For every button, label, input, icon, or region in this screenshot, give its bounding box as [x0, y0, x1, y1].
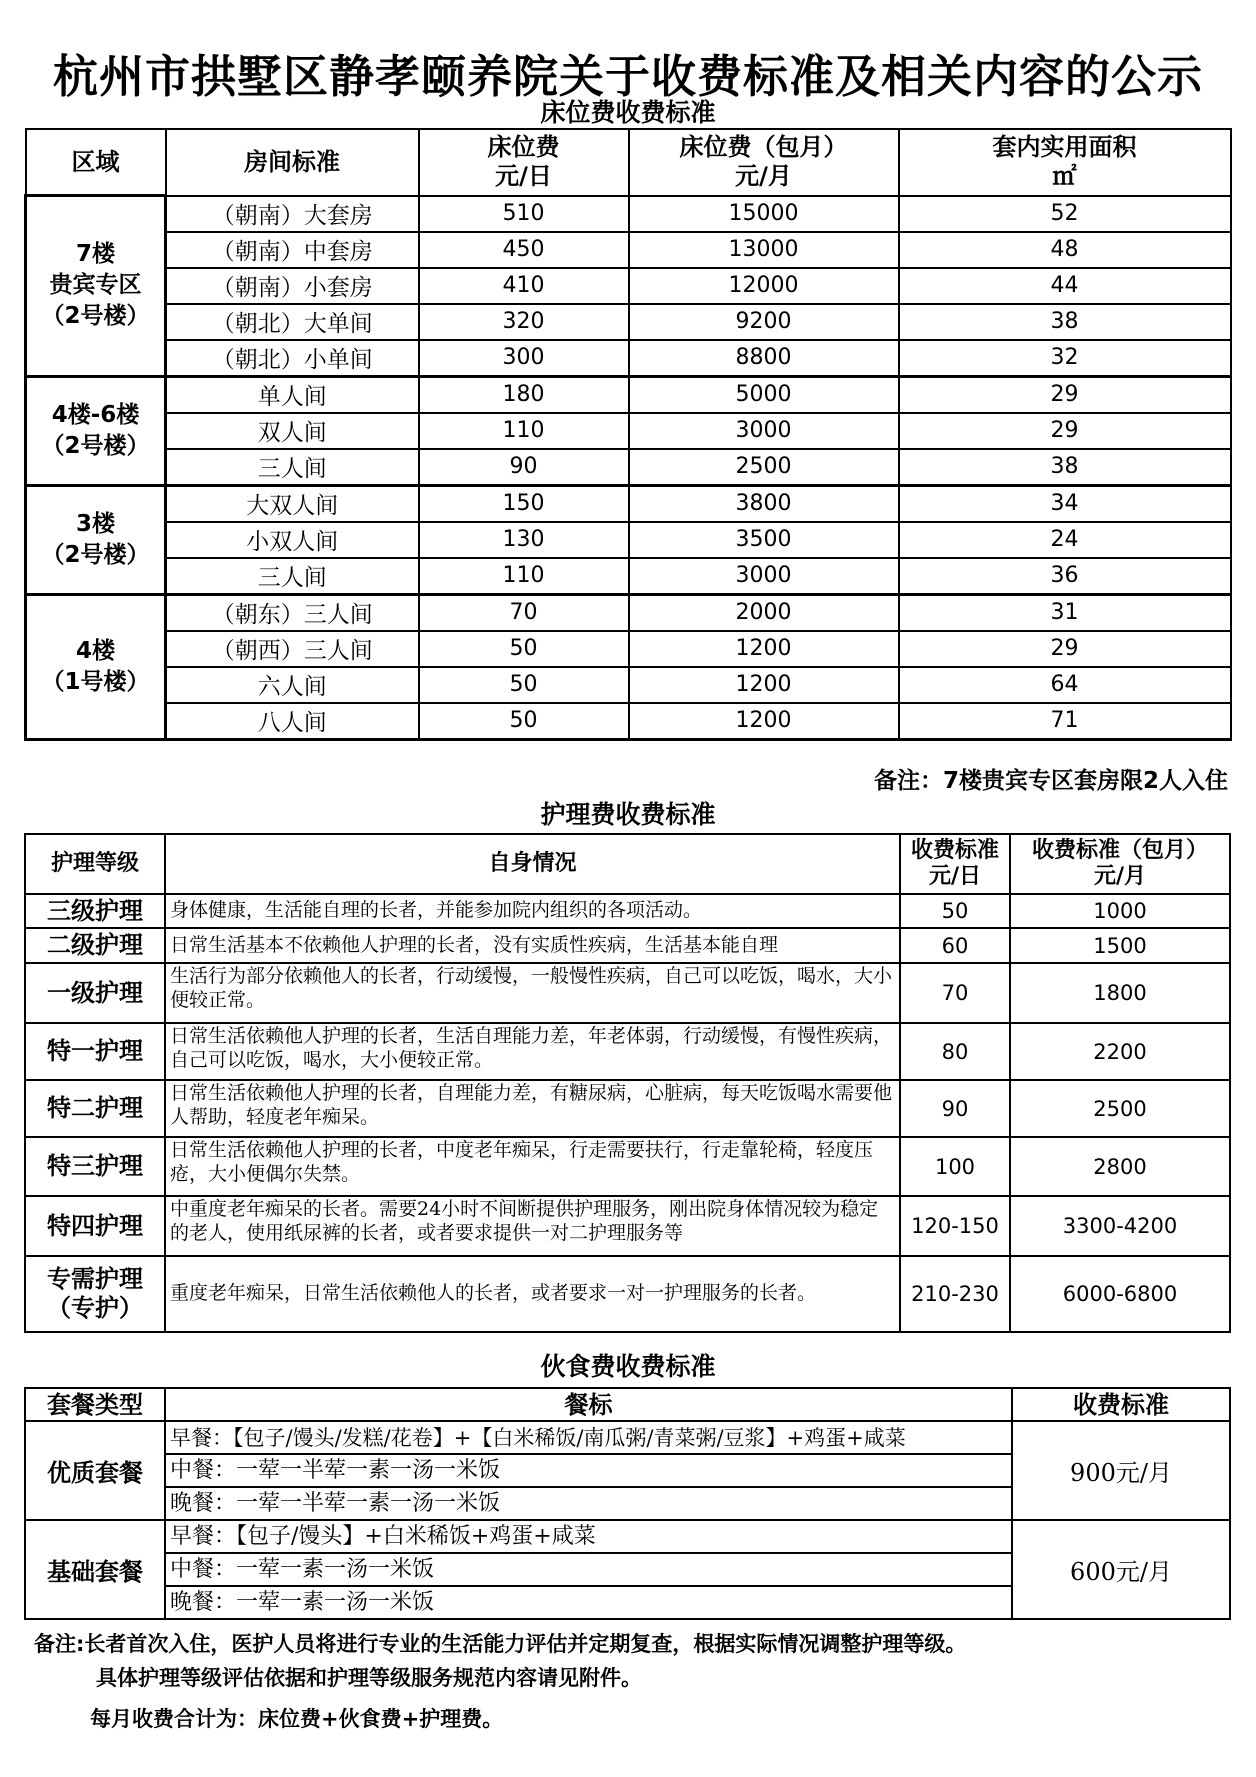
daily-cell: 320 [419, 304, 629, 340]
table-row [26, 268, 1231, 304]
room-cell: 双人间 [166, 413, 419, 449]
table-row [25, 1196, 1230, 1256]
monthly-cell: 15000 [629, 196, 899, 232]
monthly-cell: 3800 [629, 485, 899, 522]
table-row [26, 703, 1231, 740]
desc-cell: 日常生活基本不依赖他人护理的长者，没有实质性疾病，生活基本能自理 [165, 928, 900, 963]
monthly-cell: 3000 [629, 558, 899, 595]
room-cell: （朝南）中套房 [166, 232, 419, 268]
size-cell: 29 [899, 413, 1231, 449]
monthly-cell: 13000 [629, 232, 899, 268]
table-row [26, 667, 1231, 703]
bed-section-title: 床位费收费标准 [540, 98, 716, 127]
room-cell: 八人间 [166, 703, 419, 740]
daily-cell: 210-230 [900, 1256, 1010, 1332]
header-monthly: 收费标准（包月） 元/月 [1010, 834, 1230, 894]
size-cell: 29 [899, 376, 1231, 413]
level-cell: 二级护理 [25, 928, 165, 963]
level-cell: 特四护理 [25, 1196, 165, 1256]
size-cell: 36 [899, 558, 1231, 595]
size-cell: 64 [899, 667, 1231, 703]
daily-cell: 150 [419, 485, 629, 522]
daily-cell: 120-150 [900, 1196, 1010, 1256]
monthly-cell: 12000 [629, 268, 899, 304]
daily-cell: 450 [419, 232, 629, 268]
table-row [25, 1137, 1230, 1196]
header-level: 护理等级 [25, 834, 165, 894]
size-cell: 71 [899, 703, 1231, 740]
monthly-cell: 2200 [1010, 1023, 1230, 1080]
monthly-cell: 1000 [1010, 894, 1230, 928]
level-cell: 三级护理 [25, 894, 165, 928]
footer-note-line2: 具体护理等级评估依据和护理等级服务规范内容请见附件。 [96, 1666, 642, 1690]
daily-cell: 100 [900, 1137, 1010, 1196]
table-row [25, 1421, 1230, 1454]
desc-cell: 日常生活依赖他人护理的长者，中度老年痴呆，行走需要扶行，行走靠轮椅，轻度压疮，大小便偶尔失禁。 [165, 1137, 900, 1196]
table-row [26, 449, 1231, 486]
size-cell: 24 [899, 522, 1231, 558]
footer-note-line3: 每月收费合计为：床位费+伙食费+护理费。 [90, 1707, 504, 1731]
bed-table-header [26, 129, 1231, 196]
bed-fee-table [24, 128, 1232, 741]
room-cell: 六人间 [166, 667, 419, 703]
daily-cell: 50 [419, 667, 629, 703]
room-cell: 大双人间 [166, 485, 419, 522]
meal-table-header [25, 1388, 1230, 1421]
table-row [26, 376, 1231, 413]
monthly-cell: 2800 [1010, 1137, 1230, 1196]
lunch-cell: 中餐：一荤一半荤一素一汤一米饭 [165, 1454, 1012, 1487]
dinner-cell: 晚餐：一荤一素一汤一米饭 [165, 1586, 1012, 1619]
size-cell: 34 [899, 485, 1231, 522]
care-fee-table [24, 833, 1231, 1333]
header-type: 套餐类型 [25, 1388, 165, 1421]
monthly-cell: 8800 [629, 340, 899, 377]
room-cell: 小双人间 [166, 522, 419, 558]
header-desc: 自身情况 [165, 834, 900, 894]
daily-cell: 510 [419, 196, 629, 232]
size-cell: 38 [899, 304, 1231, 340]
breakfast-cell: 早餐：【包子/馒头/发糕/花卷】+【白米稀饭/南瓜粥/青菜粥/豆浆】+鸡蛋+咸菜 [165, 1421, 1012, 1454]
desc-cell: 生活行为部分依赖他人的长者，行动缓慢，一般慢性疾病，自己可以吃饭，喝水，大小便较正常。 [165, 963, 900, 1023]
monthly-cell: 2000 [629, 594, 899, 631]
desc-cell: 重度老年痴呆，日常生活依赖他人的长者，或者要求一对一护理服务的长者。 [165, 1256, 900, 1332]
area-cell: 4楼 （1号楼） [26, 594, 166, 739]
room-cell: （朝南）大套房 [166, 196, 419, 232]
table-row [26, 232, 1231, 268]
daily-cell: 90 [900, 1080, 1010, 1137]
monthly-cell: 3300-4200 [1010, 1196, 1230, 1256]
table-row [25, 1023, 1230, 1080]
monthly-cell: 9200 [629, 304, 899, 340]
monthly-cell: 3000 [629, 413, 899, 449]
room-cell: 三人间 [166, 558, 419, 595]
table-row [26, 631, 1231, 667]
monthly-cell: 2500 [1010, 1080, 1230, 1137]
price-cell: 900元/月 [1012, 1421, 1230, 1520]
size-cell: 52 [899, 196, 1231, 232]
package-type-cell: 基础套餐 [25, 1520, 165, 1619]
desc-cell: 日常生活依赖他人护理的长者，自理能力差，有糖尿病，心脏病，每天吃饭喝水需要他人帮助，轻度老年痴呆。 [165, 1080, 900, 1137]
daily-cell: 50 [419, 703, 629, 740]
table-row [26, 485, 1231, 522]
room-cell: （朝北）大单间 [166, 304, 419, 340]
level-cell: 专需护理 （专护） [25, 1256, 165, 1332]
area-cell: 7楼 贵宾专区 （2号楼） [26, 196, 166, 377]
monthly-cell: 6000-6800 [1010, 1256, 1230, 1332]
table-row [26, 558, 1231, 595]
daily-cell: 50 [900, 894, 1010, 928]
table-row [25, 1080, 1230, 1137]
monthly-cell: 5000 [629, 376, 899, 413]
daily-cell: 110 [419, 558, 629, 595]
desc-cell: 身体健康，生活能自理的长者，并能参加院内组织的各项活动。 [165, 894, 900, 928]
desc-cell: 中重度老年痴呆的长者。需要24小时不间断提供护理服务，刚出院身体情况较为稳定的老人，使用纸尿裤的长者，或者要求提供一对二护理服务等 [165, 1196, 900, 1256]
daily-cell: 110 [419, 413, 629, 449]
area-cell: 4楼-6楼 （2号楼） [26, 376, 166, 485]
level-cell: 一级护理 [25, 963, 165, 1023]
daily-cell: 130 [419, 522, 629, 558]
table-row [25, 1520, 1230, 1553]
desc-cell: 日常生活依赖他人护理的长者，生活自理能力差，年老体弱，行动缓慢，有慢性疾病，自己可以吃饭，喝水，大小便较正常。 [165, 1023, 900, 1080]
room-cell: 三人间 [166, 449, 419, 486]
table-row [25, 963, 1230, 1023]
breakfast-cell: 早餐：【包子/馒头】+白米稀饭+鸡蛋+咸菜 [165, 1520, 1012, 1553]
dinner-cell: 晚餐：一荤一半荤一素一汤一米饭 [165, 1487, 1012, 1520]
daily-cell: 60 [900, 928, 1010, 963]
header-area: 区域 [26, 129, 166, 196]
size-cell: 32 [899, 340, 1231, 377]
table-row [26, 594, 1231, 631]
meal-fee-table [24, 1387, 1231, 1620]
page-title: 杭州市拱墅区静孝颐养院关于收费标准及相关内容的公示 [52, 50, 1203, 103]
daily-cell: 300 [419, 340, 629, 377]
monthly-cell: 3500 [629, 522, 899, 558]
room-cell: （朝西）三人间 [166, 631, 419, 667]
header-room: 房间标准 [166, 129, 419, 196]
header-size: 套内实用面积 ㎡ [899, 129, 1231, 196]
level-cell: 特三护理 [25, 1137, 165, 1196]
lunch-cell: 中餐：一荤一素一汤一米饭 [165, 1553, 1012, 1586]
care-section-title: 护理费收费标准 [540, 800, 716, 829]
daily-cell: 70 [419, 594, 629, 631]
table-row [26, 340, 1231, 377]
area-cell: 3楼 （2号楼） [26, 485, 166, 594]
price-cell: 600元/月 [1012, 1520, 1230, 1619]
room-cell: 单人间 [166, 376, 419, 413]
daily-cell: 50 [419, 631, 629, 667]
room-cell: （朝北）小单间 [166, 340, 419, 377]
daily-cell: 80 [900, 1023, 1010, 1080]
table-row [26, 522, 1231, 558]
level-cell: 特二护理 [25, 1080, 165, 1137]
header-price: 收费标准 [1012, 1388, 1230, 1421]
monthly-cell: 1800 [1010, 963, 1230, 1023]
daily-cell: 70 [900, 963, 1010, 1023]
table-row [26, 196, 1231, 232]
size-cell: 31 [899, 594, 1231, 631]
header-daily: 收费标准 元/日 [900, 834, 1010, 894]
table-row [26, 413, 1231, 449]
header-menu: 餐标 [165, 1388, 1012, 1421]
daily-cell: 410 [419, 268, 629, 304]
room-cell: （朝东）三人间 [166, 594, 419, 631]
size-cell: 29 [899, 631, 1231, 667]
bed-note: 备注：7楼贵宾专区套房限2人入住 [873, 768, 1228, 794]
daily-cell: 180 [419, 376, 629, 413]
size-cell: 38 [899, 449, 1231, 486]
monthly-cell: 1200 [629, 631, 899, 667]
monthly-cell: 1200 [629, 667, 899, 703]
header-monthly: 床位费（包月） 元/月 [629, 129, 899, 196]
table-row [26, 304, 1231, 340]
room-cell: （朝南）小套房 [166, 268, 419, 304]
size-cell: 48 [899, 232, 1231, 268]
table-row [25, 928, 1230, 963]
package-type-cell: 优质套餐 [25, 1421, 165, 1520]
footer-note-line1: 备注:长者首次入住，医护人员将进行专业的生活能力评估并定期复查，根据实际情况调整护理等级。 [34, 1632, 967, 1656]
table-row [25, 1256, 1230, 1332]
level-cell: 特一护理 [25, 1023, 165, 1080]
meal-section-title: 伙食费收费标准 [540, 1352, 716, 1381]
monthly-cell: 1200 [629, 703, 899, 740]
daily-cell: 90 [419, 449, 629, 486]
header-daily: 床位费 元/日 [419, 129, 629, 196]
care-table-header [25, 834, 1230, 894]
size-cell: 44 [899, 268, 1231, 304]
monthly-cell: 1500 [1010, 928, 1230, 963]
table-row [25, 894, 1230, 928]
monthly-cell: 2500 [629, 449, 899, 486]
